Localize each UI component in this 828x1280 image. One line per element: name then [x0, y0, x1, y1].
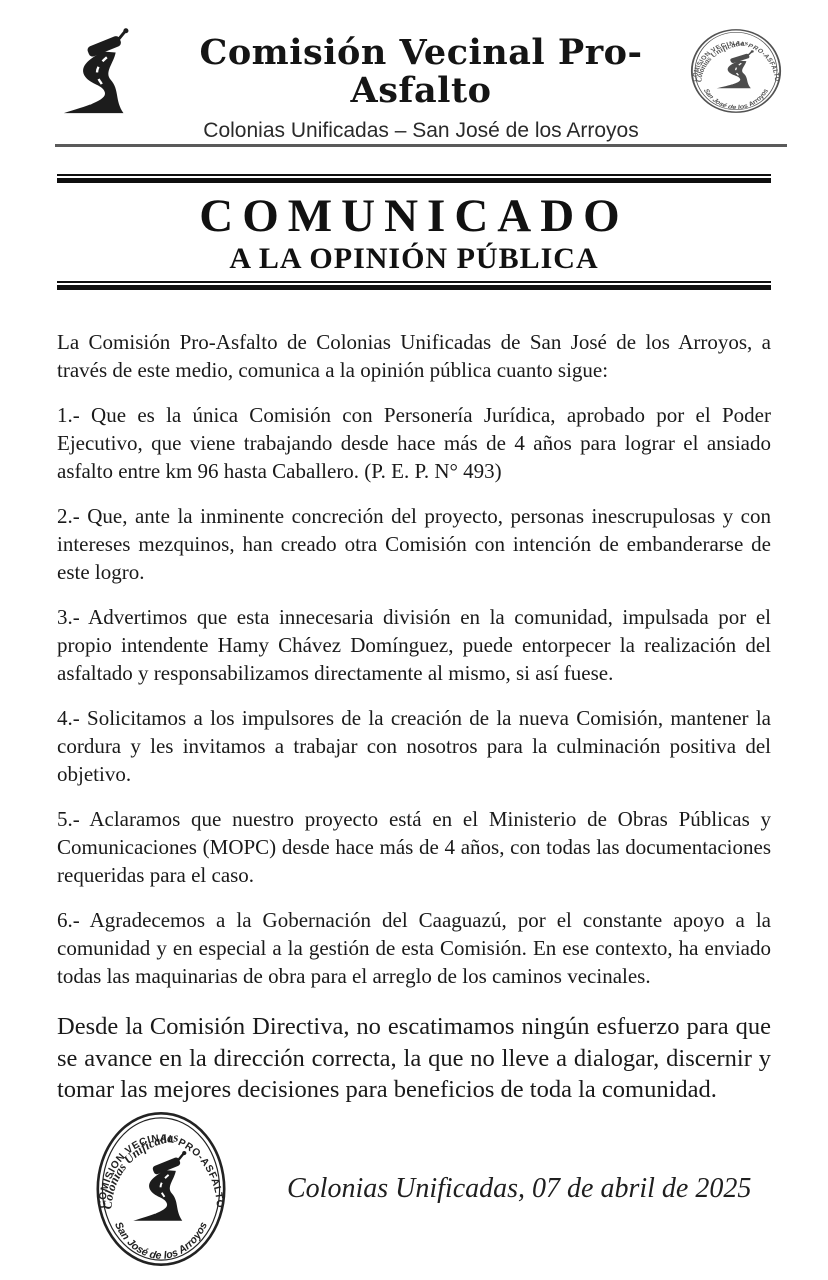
numbered-item-4: 4.- Solicitamos a los impulsores de la creación de la nueva Comisión, mantener la cordura y les invitamos a trabajar con nosotros para la culminación positiva del objetivo. [57, 706, 771, 786]
letter-body [0, 290, 828, 1106]
road-logo-icon [48, 28, 152, 116]
numbered-item-6: 6.- Agradecemos a la Gobernación del Caaguazú, por el constante apoyo a la comunidad y en especial a la gestión de esta Comisión. En ese contexto, ha enviado todas las maquinarias de obra para el arreglo de los caminos vecinales. [57, 908, 771, 988]
dateline: Colonias Unificadas, 07 de abril de 2025 [287, 1172, 752, 1204]
org-title: Comisión Vecinal Pro-Asfalto [199, 32, 643, 111]
letterhead-seal-icon [690, 28, 782, 114]
intro-paragraph: La Comisión Pro-Asfalto de Colonias Unificadas de San José de los Arroyos, a través de este medio, comunica a la opinión pública cuanto sigue: [57, 330, 771, 382]
org-subtitle: Colonias Unificadas – San José de los Arroyos [203, 119, 639, 142]
title-banner [57, 174, 771, 290]
header-divider [55, 144, 787, 147]
official-seal-icon [95, 1110, 227, 1268]
letterhead [0, 0, 828, 143]
banner-title: COMUNICADO [199, 190, 629, 242]
letterhead-text [152, 28, 690, 143]
numbered-item-2: 2.- Que, ante la inminente concreción del proyecto, personas inescrupulosas y con intereses mezquinos, han creado otra Comisión con intención de embanderarse de este logro. [57, 504, 771, 584]
closing-paragraph: Desde la Comisión Directiva, no escatimamos ningún esfuerzo para que se avance en la dirección correcta, la que no lleve a dialogar, discernir y tomar las mejores decisiones para beneficios de toda la comunidad. [57, 1013, 771, 1103]
numbered-item-5: 5.- Aclaramos que nuestro proyecto está en el Ministerio de Obras Públicas y Comunicaciones (MOPC) desde hace más de 4 años, con todas las documentaciones requeridas para el caso. [57, 807, 771, 887]
numbered-item-1: 1.- Que es la única Comisión con Personería Jurídica, aprobado por el Poder Ejecutivo, que viene trabajando desde hace más de 4 años para lograr el ansiado asfalto entre km 96 hasta Caballero. (P. E. P. N° 493) [57, 403, 771, 483]
letter-footer [0, 1110, 828, 1268]
numbered-item-3: 3.- Advertimos que esta innecesaria división en la comunidad, impulsada por el propio intendente Hamy Chávez Domínguez, puede entorpecer la realización del asfaltado y responsabilizamos directamente al mismo, si así fuese. [57, 605, 771, 685]
title-box [57, 178, 771, 283]
banner-subtitle: A LA OPINIÓN PÚBLICA [229, 242, 599, 275]
